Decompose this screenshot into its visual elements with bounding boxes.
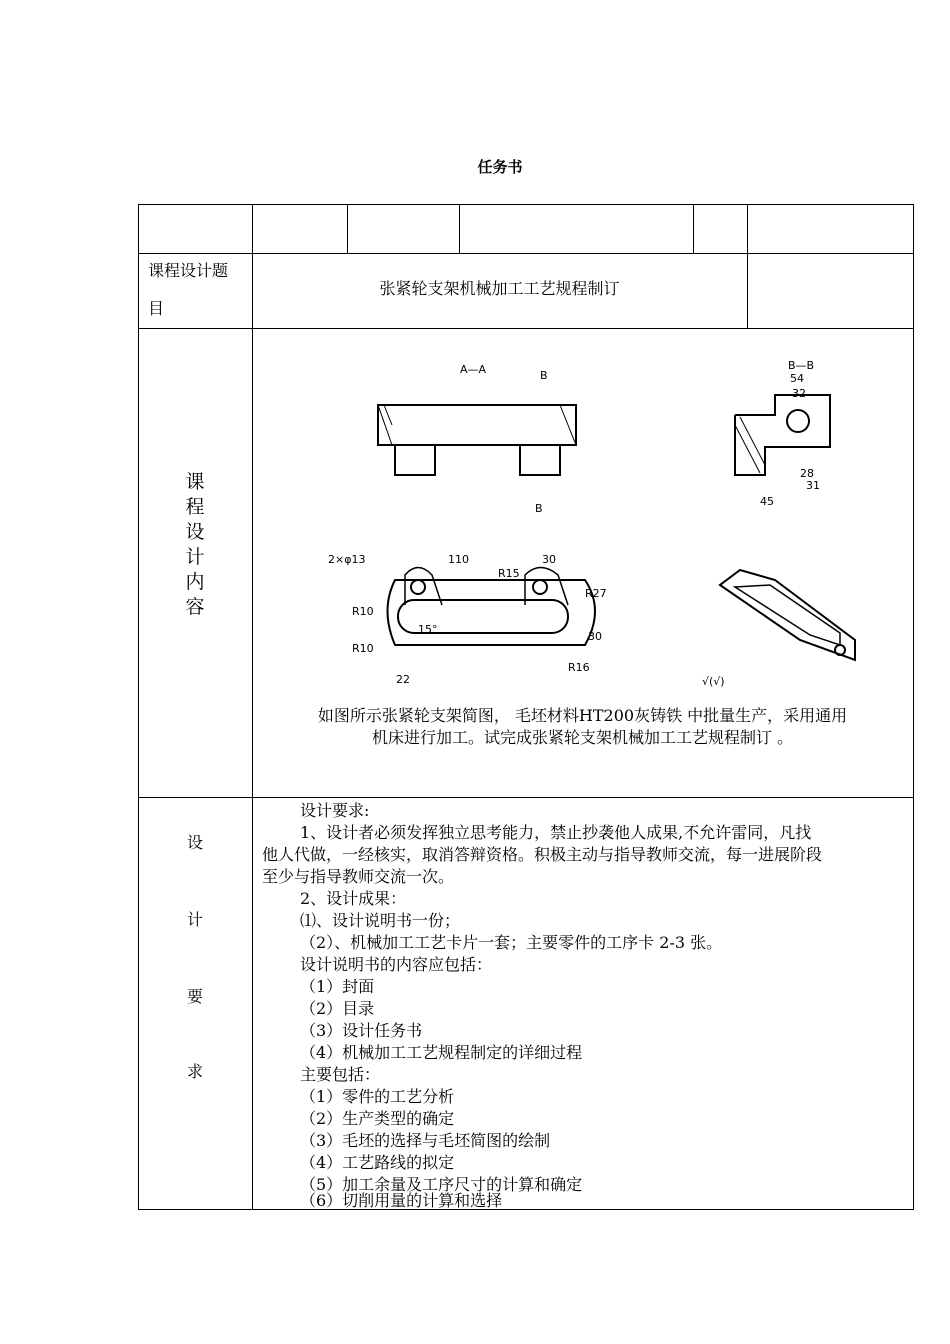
svg-text:B: B [535,502,543,515]
req-line: （3）设计任务书 [300,1021,423,1040]
table-rule [693,204,694,254]
topic-label-line2: 目 [148,299,165,318]
dim-label: 30 [588,630,602,643]
req-line: 设计要求: [300,801,370,820]
dim-label: 22 [396,673,410,686]
req-line: （4）工艺路线的拟定 [300,1153,455,1172]
dim-label: 45 [760,495,774,508]
req-label-char: 计 [186,910,203,929]
table-rule [459,204,460,254]
dim-label: 54 [790,372,804,385]
section-bb-label: B—B [788,359,815,372]
finish-note: √(√) [702,675,725,688]
req-line: （2）生产类型的确定 [300,1109,455,1128]
content-label-char: 容 [185,596,205,618]
req-line: 至少与指导教师交流一次。 [262,867,455,886]
part-drawing [320,355,910,700]
req-line: 他人代做，一经核实，取消答辩资格。积极主动与指导教师交流，每一进展阶段 [262,845,823,864]
dim-label: R10 [352,642,374,655]
req-label-char: 求 [186,1062,203,1081]
content-label-char: 程 [185,496,205,518]
dim-label: 15° [418,623,438,636]
table-border-right [913,204,914,1210]
req-line: 设计说明书的内容应包括： [300,955,493,974]
req-line: 主要包括： [300,1065,381,1084]
content-label-char: 内 [185,571,205,593]
content-label [138,470,252,620]
section-aa-label: A—A [460,363,487,376]
dim-label: R10 [352,605,374,618]
dim-label: 30 [542,553,556,566]
table-border-bottom [138,1209,914,1210]
table-rule [747,204,748,329]
req-line: （2）目录 [300,999,375,1018]
content-label-char: 计 [185,546,205,568]
req-line: 1、设计者必须发挥独立思考能力，禁止抄袭他人成果,不允许雷同，凡找 [300,823,812,842]
section-aa-boss [520,445,560,475]
dim-label: R16 [568,661,590,674]
dim-label: R15 [498,567,520,580]
section-aa-body [378,405,576,445]
req-line: （2）、机械加工工艺卡片一套；主要零件的工序卡 2-3 张。 [300,933,723,952]
content-description [252,705,913,749]
req-label-char: 设 [186,833,203,852]
dim-label: 2×φ13 [328,553,366,566]
content-desc-line: 如图所示张紧轮支架简图， 毛坯材料HT200灰铸铁 中批量生产，采用通用 [317,706,848,725]
req-line: （5）加工余量及工序尺寸的计算和确定 [300,1175,583,1194]
content-desc-line: 机床进行加工。试完成张紧轮支架机械加工工艺规程制订 。 [371,728,794,747]
dim-label: 31 [806,479,820,492]
req-label-char: 要 [186,987,203,1006]
req-line: （1）封面 [300,977,375,996]
page-title: 任务书 [477,158,523,176]
req-line: （4）机械加工工艺规程制定的详细过程 [300,1043,583,1062]
topic-value: 张紧轮支架机械加工工艺规程制订 [379,279,620,298]
req-line: （1）零件的工艺分析 [300,1087,455,1106]
topic-label-line1: 课程设计题 [148,261,229,280]
dim-label: 32 [792,387,806,400]
table-rule [138,797,914,798]
req-line: 2、设计成果： [300,889,407,908]
dim-label: 28 [800,467,814,480]
content-label-char: 设 [185,521,205,543]
dim-label: 110 [448,553,469,566]
svg-text:B: B [540,369,548,382]
req-line: ⑴、设计说明书一份； [300,911,461,930]
req-line: （6）切削用量的计算和选择 [300,1191,503,1210]
table-rule [138,328,914,329]
table-rule [138,253,914,254]
section-aa-boss [395,445,435,475]
table-border-top [138,204,914,205]
table-rule [347,204,348,254]
req-line: （3）毛坯的选择与毛坯简图的绘制 [300,1131,551,1150]
content-label-char: 课 [185,471,205,493]
dim-label: R27 [585,587,607,600]
